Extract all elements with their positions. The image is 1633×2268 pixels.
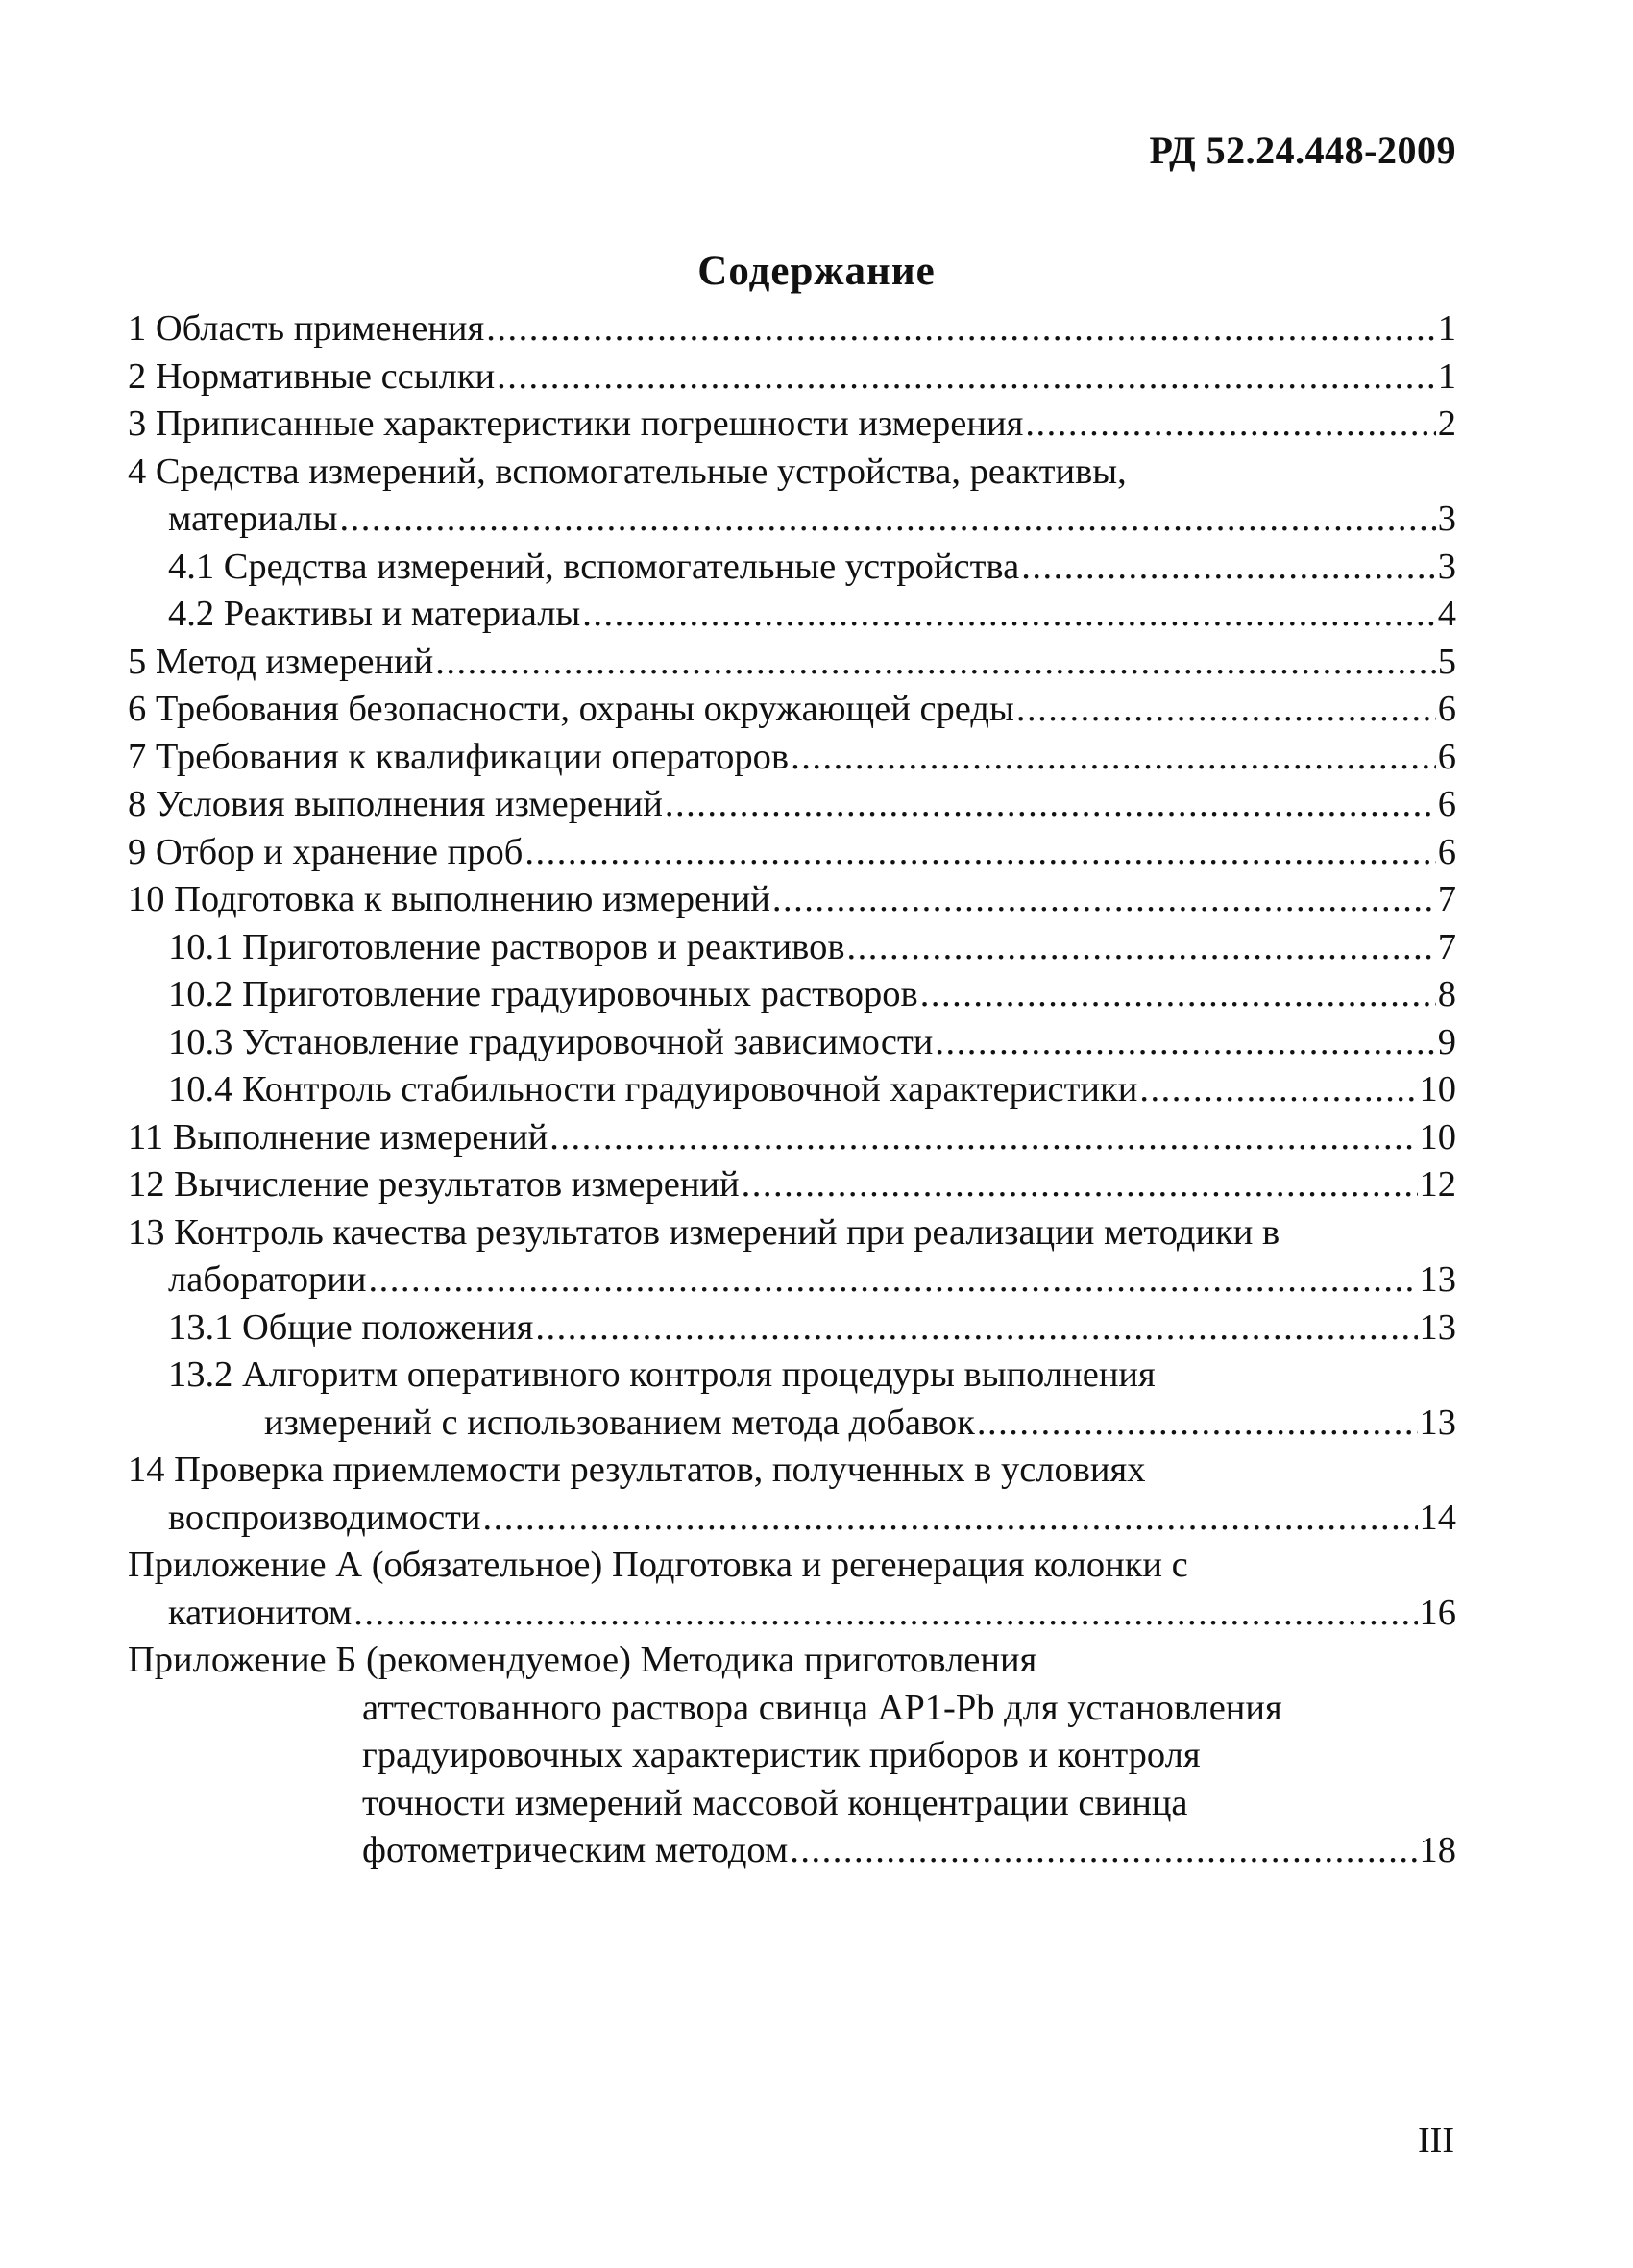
dot-leader: [920, 971, 1436, 1019]
dot-leader: [1016, 686, 1436, 734]
dot-leader: [549, 1114, 1417, 1162]
toc-entry-page: 4: [1437, 594, 1456, 634]
toc-entry-page: 10: [1419, 1116, 1456, 1158]
dot-leader: [847, 924, 1436, 972]
toc-entry-title: 13 Контроль качества результатов измерений при реализации методики в: [128, 1211, 1280, 1253]
toc-entry-page: 2: [1437, 403, 1456, 444]
toc-subentry[interactable]: [128, 591, 1456, 639]
toc-entry-title: 12 Вычисление результатов измерений: [128, 1164, 740, 1205]
toc-entry[interactable]: [128, 686, 1456, 734]
dot-leader: [742, 1161, 1418, 1209]
toc-entry-title: Приложение А (обязательное) Подготовка и регенерация колонки с: [128, 1545, 1188, 1585]
toc-entry[interactable]: [128, 829, 1456, 877]
toc-entry[interactable]: [128, 1447, 1456, 1542]
toc-entry[interactable]: [128, 734, 1456, 782]
toc-entry[interactable]: [128, 449, 1456, 544]
toc-entry[interactable]: [128, 1209, 1456, 1305]
toc-entry-title-cont: измерений с использованием метода добавок: [264, 1402, 975, 1443]
toc-entry-page: 13: [1419, 1402, 1456, 1443]
toc-entry-page: 7: [1437, 926, 1456, 967]
toc-subentry[interactable]: [128, 971, 1456, 1019]
toc-entry-title-cont: градуировочных характеристик приборов и контроля: [362, 1735, 1201, 1775]
toc-entry-continuation: [128, 496, 1456, 544]
toc-entry-page: 6: [1437, 784, 1456, 824]
toc-subentry[interactable]: [128, 1019, 1456, 1067]
dot-leader: [497, 354, 1436, 402]
dot-leader: [535, 1305, 1417, 1353]
dot-leader: [524, 829, 1435, 877]
toc-entry-title: 5 Метод измерений: [128, 641, 434, 682]
toc-entry-page: 3: [1437, 499, 1456, 539]
page-number: III: [1418, 2120, 1454, 2160]
dot-leader: [1139, 1066, 1417, 1114]
toc-entry-continuation: [128, 1827, 1456, 1875]
toc-entry-continuation: [128, 1495, 1456, 1543]
toc-entry-continuation: [128, 1685, 1456, 1733]
toc-entry-title: 10 Подготовка к выполнению измерений: [128, 879, 770, 919]
toc-entry-page: 6: [1437, 689, 1456, 729]
toc-entry-continuation: [128, 1590, 1456, 1638]
toc-entry-page: 13: [1419, 1306, 1456, 1348]
page-title: Содержание: [697, 249, 936, 294]
toc-entry-page: 7: [1437, 879, 1456, 919]
toc-appendix-b[interactable]: [128, 1637, 1456, 1875]
toc-subentry[interactable]: [128, 1352, 1456, 1447]
toc-entry[interactable]: [128, 639, 1456, 687]
toc-entry-page: 6: [1437, 831, 1456, 872]
toc-entry[interactable]: [128, 1114, 1456, 1162]
toc-entry-title: 10.1 Приготовление растворов и реактивов: [168, 926, 845, 967]
toc-entry-page: 6: [1437, 736, 1456, 777]
toc-entry-page: 8: [1437, 974, 1456, 1014]
dot-leader: [935, 1019, 1435, 1067]
dot-leader: [339, 496, 1435, 544]
toc-entry-title: 1 Область применения: [128, 308, 485, 349]
toc-entry-title: 14 Проверка приемлемости результатов, полученных в условиях: [128, 1450, 1146, 1490]
dot-leader: [482, 1495, 1417, 1543]
toc-subentry[interactable]: [128, 544, 1456, 592]
toc-entry-page: 3: [1437, 546, 1456, 587]
toc-entry-page: 13: [1419, 1259, 1456, 1300]
toc-entry-title: 4.1 Средства измерений, вспомогательные устройства: [168, 546, 1020, 587]
dot-leader: [1021, 544, 1436, 592]
toc-entry-title-cont: точности измерений массовой концентрации свинца: [362, 1782, 1188, 1823]
toc-entry-first-line: [128, 1542, 1456, 1590]
toc-entry-page: 9: [1437, 1021, 1456, 1062]
toc-entry-title: 10.3 Установление градуировочной зависимости: [168, 1021, 934, 1062]
toc-entry-title-cont: лаборатории: [168, 1259, 367, 1300]
dot-leader: [1025, 401, 1435, 449]
toc-entry-title-cont: катионитом: [168, 1592, 353, 1633]
toc-appendix-a[interactable]: [128, 1542, 1456, 1637]
toc-entry-page: 10: [1419, 1069, 1456, 1110]
toc-entry[interactable]: [128, 1161, 1456, 1209]
toc-entry-title-cont: фотометрическим методом: [362, 1830, 789, 1870]
toc-entry-continuation: [128, 1256, 1456, 1305]
toc-entry-title: 2 Нормативные ссылки: [128, 355, 496, 397]
dot-leader: [665, 781, 1436, 829]
toc-entry-title: 13.1 Общие положения: [168, 1306, 534, 1348]
toc-entry-page: 16: [1419, 1592, 1456, 1633]
toc-entry-page: 1: [1437, 355, 1456, 397]
toc-entry-page: 14: [1419, 1497, 1456, 1538]
dot-leader: [353, 1590, 1417, 1638]
toc-entry-first-line: [128, 1209, 1456, 1257]
toc-entry-continuation: [128, 1400, 1456, 1448]
dot-leader: [772, 876, 1436, 924]
dot-leader: [435, 639, 1436, 687]
toc-entry-first-line: [128, 1352, 1456, 1400]
toc-entry-title: 9 Отбор и хранение проб: [128, 831, 524, 872]
table-of-contents: [128, 305, 1456, 1875]
toc-entry-page: 18: [1419, 1830, 1456, 1870]
dot-leader: [790, 1827, 1417, 1875]
toc-entry-first-line: [128, 1637, 1456, 1685]
toc-entry-title: 6 Требования безопасности, охраны окружающей среды: [128, 689, 1014, 729]
toc-entry-title: 10.2 Приготовление градуировочных растворов: [168, 974, 918, 1014]
toc-entry[interactable]: [128, 401, 1456, 449]
toc-entry-title: Приложение Б (рекомендуемое) Методика приготовления: [128, 1640, 1037, 1680]
toc-entry-title: 3 Приписанные характеристики погрешности измерения: [128, 403, 1024, 444]
toc-subentry[interactable]: [128, 924, 1456, 972]
toc-entry-page: 5: [1437, 641, 1456, 682]
dot-leader: [369, 1256, 1418, 1305]
toc-entry-title: 4 Средства измерений, вспомогательные устройства, реактивы,: [128, 451, 1127, 492]
toc-entry-title: 11 Выполнение измерений: [128, 1116, 548, 1158]
toc-entry[interactable]: [128, 876, 1456, 924]
dot-leader: [582, 591, 1435, 639]
toc-entry[interactable]: [128, 354, 1456, 402]
toc-entry-title: 13.2 Алгоритм оперативного контроля процедуры выполнения: [168, 1354, 1156, 1395]
toc-entry-title: 10.4 Контроль стабильности градуировочной характеристики: [168, 1069, 1138, 1110]
toc-entry-page: 12: [1419, 1164, 1456, 1205]
toc-entry-title: 8 Условия выполнения измерений: [128, 784, 663, 824]
toc-entry-first-line: [128, 1447, 1456, 1495]
toc-entry-title-cont: воспроизводимости: [168, 1497, 481, 1538]
toc-entry[interactable]: [128, 305, 1456, 354]
toc-entry-title: 4.2 Реактивы и материалы: [168, 594, 581, 634]
toc-subentry[interactable]: [128, 1305, 1456, 1353]
dot-leader: [977, 1400, 1418, 1448]
toc-entry-first-line: [128, 449, 1456, 497]
dot-leader: [791, 734, 1436, 782]
toc-entry-title-cont: аттестованного раствора свинца АР1-Pb для установления: [362, 1687, 1282, 1728]
document-code: РД 52.24.448-2009: [1149, 129, 1456, 172]
toc-entry-page: 1: [1437, 308, 1456, 349]
dot-leader: [486, 305, 1436, 354]
toc-subentry[interactable]: [128, 1066, 1456, 1114]
toc-entry-continuation: [128, 1732, 1456, 1780]
toc-entry-title: 7 Требования к квалификации операторов: [128, 736, 790, 777]
toc-entry[interactable]: [128, 781, 1456, 829]
toc-entry-continuation: [128, 1780, 1456, 1828]
toc-entry-title-cont: материалы: [168, 499, 338, 539]
